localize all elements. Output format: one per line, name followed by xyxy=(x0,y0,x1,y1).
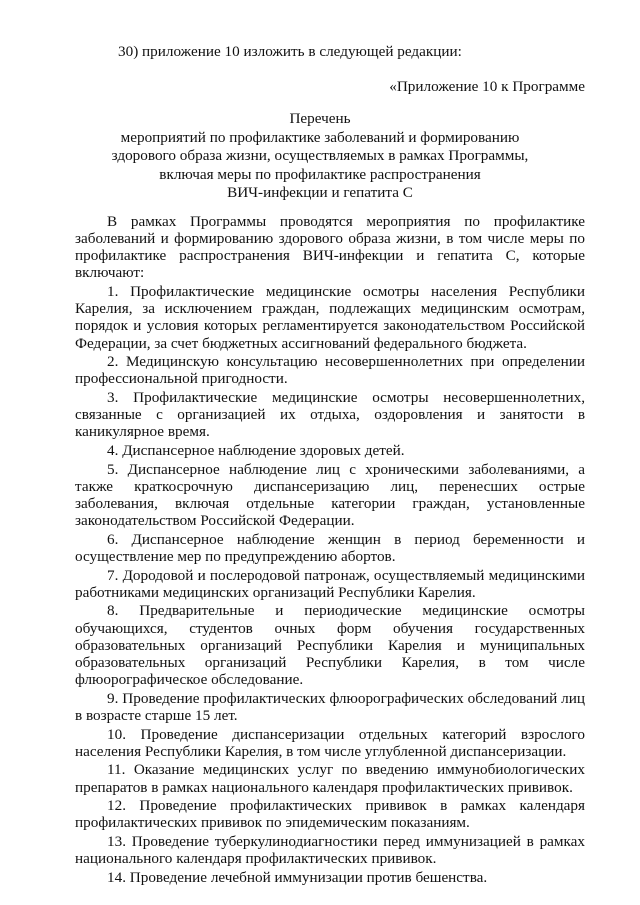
list-item: 1. Профилактические медицинские осмотры населения Республики Карелия, за исключением граждан, подлежащих медицинским осмотрам, порядок и условия которых регламентируется законодательством Российской Федерации, за счет бюджетных ассигнований федерального бюджета. xyxy=(75,283,585,352)
list-item: 9. Проведение профилактических флюорографических обследований лиц в возрасте старше 15 лет. xyxy=(75,689,585,724)
list-item: 12. Проведение профилактических прививок в рамках календаря профилактических прививок по эпидемическим показаниям. xyxy=(75,797,585,832)
list-item: 3. Профилактические медицинские осмотры несовершеннолетних, связанные с организацией их отдыха, оздоровления и занятости в каникулярное время. xyxy=(75,389,585,441)
intro-paragraph: В рамках Программы проводятся мероприятия по профилактике заболеваний и формированию здорового образа жизни, в том числе меры по профилактике распространения ВИЧ-инфекции и гепатита С, которые включают: xyxy=(75,213,585,282)
document-body xyxy=(75,213,585,886)
document-title xyxy=(60,110,580,203)
list-item: 7. Дородовой и послеродовой патронаж, осуществляемый медицинскими работниками медицинских организаций Республики Карелия. xyxy=(75,566,585,601)
appendix-reference: «Приложение 10 к Программе xyxy=(389,78,585,95)
list-item: 10. Проведение диспансеризации отдельных категорий взрослого населения Республики Карелия, в том числе углубленной диспансеризации. xyxy=(75,725,585,760)
list-item: 8. Предварительные и периодические медицинские осмотры обучающихся, студентов очных форм обучения государственных образовательных организаций Республики Карелия и муниципальных образовательных организаций Республики Карелия, в том числе флюорографическое обследование. xyxy=(75,602,585,689)
list-item: 5. Диспансерное наблюдение лиц с хроническими заболеваниями, а также краткосрочную диспансеризацию лиц, перенесших острые заболевания, включая отдельные категории граждан, установленные законодательством Российской Федерации. xyxy=(75,460,585,530)
list-item: 6. Диспансерное наблюдение женщин в период беременности и осуществление мер по предупреждению абортов. xyxy=(75,530,585,565)
list-item: 11. Оказание медицинских услуг по введению иммунобиологических препаратов в рамках национального календаря профилактических прививок. xyxy=(75,761,585,796)
list-item: 14. Проведение лечебной иммунизации против бешенства. xyxy=(107,868,488,886)
amendment-line: 30) приложение 10 изложить в следующей редакции: xyxy=(118,43,462,60)
title-line: здорового образа жизни, осуществляемых в рамках Программы, xyxy=(111,147,529,164)
title-heading: Перечень xyxy=(289,110,351,127)
title-line: включая меры по профилактике распространения xyxy=(159,165,481,183)
title-line: мероприятий по профилактике заболеваний и формированию xyxy=(120,128,520,146)
list-item: 13. Проведение туберкулинодиагностики перед иммунизацией в рамках национального календаря профилактических прививок. xyxy=(75,832,585,868)
list-item: 4. Диспансерное наблюдение здоровых детей. xyxy=(107,442,405,460)
list-item: 2. Медицинскую консультацию несовершеннолетних при определении профессиональной пригодности. xyxy=(75,353,585,388)
title-line: ВИЧ-инфекции и гепатита С xyxy=(227,184,413,201)
